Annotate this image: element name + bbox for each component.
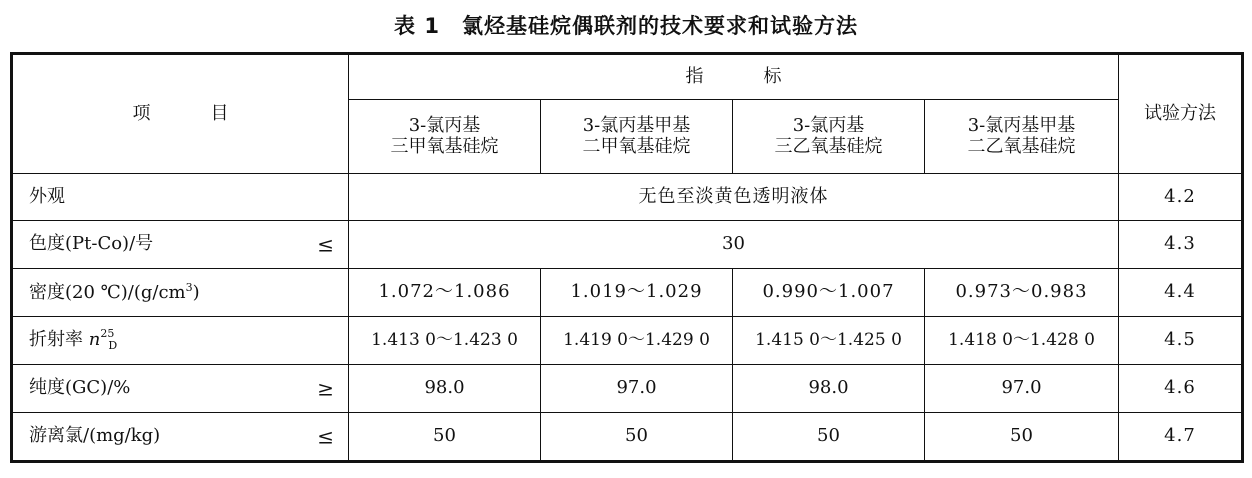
refractive-label-prefix: 折射率 bbox=[29, 329, 89, 351]
index-header-left: 指 bbox=[685, 65, 704, 87]
table-row-appearance bbox=[12, 174, 1243, 221]
column-header-1-line2: 三甲氧基硅烷 bbox=[390, 135, 499, 157]
refractive-method: 4.5 bbox=[1119, 317, 1243, 365]
density-value-1: 1.072～1.086 bbox=[349, 269, 541, 317]
column-header-4-line1: 3-氯丙基甲基 bbox=[967, 114, 1076, 136]
column-header-3-line1: 3-氯丙基 bbox=[792, 114, 865, 136]
purity-value-1: 98.0 bbox=[349, 365, 541, 413]
column-header-1 bbox=[349, 100, 541, 174]
purity-method: 4.6 bbox=[1119, 365, 1243, 413]
column-header-3-line2: 三乙氧基硅烷 bbox=[774, 135, 883, 157]
header-row-index bbox=[12, 54, 1243, 100]
purity-value-4: 97.0 bbox=[925, 365, 1119, 413]
refractive-value-2: 1.419 0～1.429 0 bbox=[541, 317, 733, 365]
method-header: 试验方法 bbox=[1119, 54, 1243, 174]
density-label-cell bbox=[12, 269, 349, 317]
refractive-symbol bbox=[88, 327, 118, 353]
density-label-prefix: 密度(20 ℃)/(g/cm bbox=[29, 281, 186, 303]
density-value-3: 0.990～1.007 bbox=[733, 269, 925, 317]
refractive-value-1: 1.413 0～1.423 0 bbox=[349, 317, 541, 365]
free-chlorine-value-3: 50 bbox=[733, 413, 925, 462]
purity-value-3: 98.0 bbox=[733, 365, 925, 413]
table-title bbox=[0, 10, 1252, 40]
table-row-refractive bbox=[12, 317, 1243, 365]
less-equal-symbol: ≤ bbox=[317, 232, 334, 256]
refractive-sub: D bbox=[108, 339, 118, 353]
refractive-sup: 25 bbox=[100, 327, 115, 341]
appearance-value: 无色至淡黄色透明液体 bbox=[349, 174, 1119, 221]
free-chlorine-value-4: 50 bbox=[925, 413, 1119, 462]
column-header-2-line1: 3-氯丙基甲基 bbox=[582, 114, 691, 136]
density-label-sup: 3 bbox=[185, 280, 193, 294]
purity-label-cell bbox=[12, 365, 349, 413]
refractive-n: n bbox=[88, 329, 101, 351]
color-label-cell bbox=[12, 221, 349, 269]
color-label: 色度(Pt-Co)/号 bbox=[29, 233, 154, 255]
item-header-left: 项 bbox=[132, 102, 151, 124]
index-header bbox=[349, 54, 1119, 100]
column-header-3 bbox=[733, 100, 925, 174]
free-chlorine-label: 游离氯/(mg/kg) bbox=[29, 425, 161, 447]
column-header-1-line1: 3-氯丙基 bbox=[408, 114, 481, 136]
color-value: 30 bbox=[349, 221, 1119, 269]
density-value-2: 1.019～1.029 bbox=[541, 269, 733, 317]
less-equal-symbol-2: ≤ bbox=[317, 424, 334, 448]
table-row-free-chlorine bbox=[12, 413, 1243, 462]
greater-equal-symbol: ≥ bbox=[317, 376, 334, 400]
index-header-right: 标 bbox=[763, 65, 782, 87]
column-header-4 bbox=[925, 100, 1119, 174]
column-header-4-line2: 二乙氧基硅烷 bbox=[967, 135, 1076, 157]
table-row-color bbox=[12, 221, 1243, 269]
free-chlorine-method: 4.7 bbox=[1119, 413, 1243, 462]
refractive-value-4: 1.418 0～1.428 0 bbox=[925, 317, 1119, 365]
appearance-method: 4.2 bbox=[1119, 174, 1243, 221]
appearance-label: 外观 bbox=[12, 174, 349, 221]
table-row-purity bbox=[12, 365, 1243, 413]
color-method: 4.3 bbox=[1119, 221, 1243, 269]
refractive-value-3: 1.415 0～1.425 0 bbox=[733, 317, 925, 365]
table-number: 表 1 bbox=[394, 14, 440, 38]
column-header-2-line2: 二甲氧基硅烷 bbox=[582, 135, 691, 157]
refractive-label-cell bbox=[12, 317, 349, 365]
free-chlorine-value-1: 50 bbox=[349, 413, 541, 462]
column-header-2 bbox=[541, 100, 733, 174]
table-caption: 氯烃基硅烷偶联剂的技术要求和试验方法 bbox=[461, 14, 858, 38]
item-header bbox=[12, 54, 349, 174]
spec-table bbox=[10, 52, 1244, 463]
density-method: 4.4 bbox=[1119, 269, 1243, 317]
purity-value-2: 97.0 bbox=[541, 365, 733, 413]
free-chlorine-value-2: 50 bbox=[541, 413, 733, 462]
density-value-4: 0.973～0.983 bbox=[925, 269, 1119, 317]
purity-label: 纯度(GC)/% bbox=[29, 377, 131, 399]
item-header-right: 目 bbox=[210, 102, 229, 124]
table-row-density bbox=[12, 269, 1243, 317]
free-chlorine-label-cell bbox=[12, 413, 349, 462]
density-label-suffix: ) bbox=[192, 281, 200, 303]
